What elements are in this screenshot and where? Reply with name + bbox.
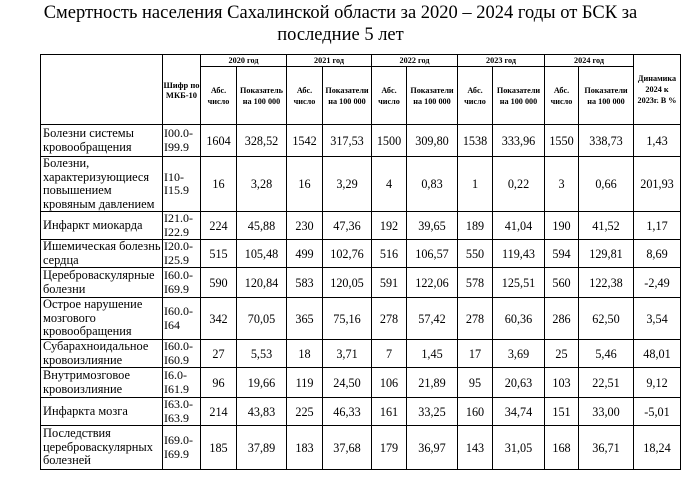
rate-value: 120,05 (323, 268, 372, 298)
table-row (41, 340, 681, 368)
rate-value: 0,66 (579, 157, 634, 212)
abs-value: 192 (372, 212, 407, 240)
rate-value: 39,65 (407, 212, 458, 240)
abs-value: 106 (372, 368, 407, 398)
rate-value: 46,33 (323, 398, 372, 426)
rate-value: 119,43 (493, 240, 545, 268)
disease-name: Цереброваскулярные болезни (41, 268, 163, 298)
title-line-1: Смертность населения Сахалинской области за 2020 – 2024 годы от БСК за (43, 3, 638, 23)
abs-value: 1500 (372, 125, 407, 157)
rate-value: 57,42 (407, 298, 458, 340)
header-rate: Показатель на 100 000 (237, 67, 287, 125)
abs-value: 278 (372, 298, 407, 340)
rate-value: 43,83 (237, 398, 287, 426)
table-row (41, 240, 681, 268)
disease-name: Болезни системы кровообращения (41, 125, 163, 157)
header-year-2021: 2021 год (287, 55, 372, 67)
header-abs: Абс. число (201, 67, 237, 125)
abs-value: 365 (287, 298, 323, 340)
abs-value: 1604 (201, 125, 237, 157)
dynamics-value: 48,01 (634, 340, 681, 368)
title-line-2: последние 5 лет (277, 25, 404, 45)
table-row (41, 426, 681, 470)
abs-value: 16 (287, 157, 323, 212)
header-rate: Показатели на 100 000 (323, 67, 372, 125)
header-rate: Показатели на 100 000 (493, 67, 545, 125)
rate-value: 1,45 (407, 340, 458, 368)
abs-value: 183 (287, 426, 323, 470)
abs-value: 96 (201, 368, 237, 398)
abs-value: 161 (372, 398, 407, 426)
abs-value: 179 (372, 426, 407, 470)
rate-value: 106,57 (407, 240, 458, 268)
rate-value: 120,84 (237, 268, 287, 298)
abs-value: 214 (201, 398, 237, 426)
disease-name: Острое нарушение мозгового кровообращения (41, 298, 163, 340)
abs-value: 4 (372, 157, 407, 212)
rate-value: 37,68 (323, 426, 372, 470)
abs-value: 103 (545, 368, 579, 398)
header-code: Шифр по МКБ-10 (163, 55, 201, 125)
table-row (41, 157, 681, 212)
table-row (41, 398, 681, 426)
rate-value: 36,71 (579, 426, 634, 470)
abs-value: 278 (458, 298, 493, 340)
disease-name: Инфаркта мозга (41, 398, 163, 426)
abs-value: 27 (201, 340, 237, 368)
rate-value: 338,73 (579, 125, 634, 157)
abs-value: 3 (545, 157, 579, 212)
rate-value: 19,66 (237, 368, 287, 398)
abs-value: 515 (201, 240, 237, 268)
disease-name: Внутримозговое кровоизлияние (41, 368, 163, 398)
abs-value: 18 (287, 340, 323, 368)
rate-value: 21,89 (407, 368, 458, 398)
icd-code: I6.0-I61.9 (163, 368, 201, 398)
abs-value: 499 (287, 240, 323, 268)
abs-value: 516 (372, 240, 407, 268)
abs-value: 25 (545, 340, 579, 368)
abs-value: 119 (287, 368, 323, 398)
rate-value: 102,76 (323, 240, 372, 268)
rate-value: 33,00 (579, 398, 634, 426)
abs-value: 160 (458, 398, 493, 426)
rate-value: 20,63 (493, 368, 545, 398)
table-row (41, 125, 681, 157)
rate-value: 75,16 (323, 298, 372, 340)
header-year-2023: 2023 год (458, 55, 545, 67)
header-abs: Абс. число (458, 67, 493, 125)
rate-value: 5,53 (237, 340, 287, 368)
abs-value: 189 (458, 212, 493, 240)
page-title (0, 2, 681, 46)
rate-value: 62,50 (579, 298, 634, 340)
rate-value: 328,52 (237, 125, 287, 157)
rate-value: 309,80 (407, 125, 458, 157)
table-row (41, 268, 681, 298)
rate-value: 45,88 (237, 212, 287, 240)
rate-value: 3,29 (323, 157, 372, 212)
icd-code: I60.0-I64 (163, 298, 201, 340)
dynamics-value: 3,54 (634, 298, 681, 340)
header-abs: Абс. число (372, 67, 407, 125)
icd-code: I00.0-I99.9 (163, 125, 201, 157)
abs-value: 1538 (458, 125, 493, 157)
header-name-cell (41, 55, 163, 125)
abs-value: 7 (372, 340, 407, 368)
abs-value: 16 (201, 157, 237, 212)
header-dynamics: Динамика 2024 к 2023г. В % (634, 55, 681, 125)
icd-code: I63.0-I63.9 (163, 398, 201, 426)
rate-value: 41,52 (579, 212, 634, 240)
rate-value: 3,69 (493, 340, 545, 368)
header-year-2020: 2020 год (201, 55, 287, 67)
table-row (41, 368, 681, 398)
disease-name: Ишемическая болезнь сердца (41, 240, 163, 268)
rate-value: 333,96 (493, 125, 545, 157)
table-row (41, 212, 681, 240)
rate-value: 0,22 (493, 157, 545, 212)
rate-value: 3,71 (323, 340, 372, 368)
header-abs: Абс. число (545, 67, 579, 125)
abs-value: 560 (545, 268, 579, 298)
abs-value: 168 (545, 426, 579, 470)
disease-name: Инфаркт миокарда (41, 212, 163, 240)
rate-value: 125,51 (493, 268, 545, 298)
icd-code: I60.0-I69.9 (163, 268, 201, 298)
rate-value: 70,05 (237, 298, 287, 340)
rate-value: 31,05 (493, 426, 545, 470)
rate-value: 3,28 (237, 157, 287, 212)
header-year-2024: 2024 год (545, 55, 634, 67)
abs-value: 594 (545, 240, 579, 268)
rate-value: 36,97 (407, 426, 458, 470)
rate-value: 0,83 (407, 157, 458, 212)
icd-code: I60.0-I60.9 (163, 340, 201, 368)
rate-value: 37,89 (237, 426, 287, 470)
abs-value: 230 (287, 212, 323, 240)
abs-value: 583 (287, 268, 323, 298)
header-rate: Показатели на 100 000 (407, 67, 458, 125)
abs-value: 578 (458, 268, 493, 298)
abs-value: 1550 (545, 125, 579, 157)
rate-value: 122,38 (579, 268, 634, 298)
rate-value: 34,74 (493, 398, 545, 426)
header-year-2022: 2022 год (372, 55, 458, 67)
abs-value: 190 (545, 212, 579, 240)
abs-value: 286 (545, 298, 579, 340)
abs-value: 143 (458, 426, 493, 470)
dynamics-value: 9,12 (634, 368, 681, 398)
dynamics-value: 1,17 (634, 212, 681, 240)
header-rate: Показатели на 100 000 (579, 67, 634, 125)
rate-value: 41,04 (493, 212, 545, 240)
dynamics-value: 201,93 (634, 157, 681, 212)
rate-value: 317,53 (323, 125, 372, 157)
header-abs: Абс. число (287, 67, 323, 125)
header-row-years (41, 55, 681, 67)
disease-name: Болезни, характеризующиеся повышением кровяным давлением (41, 157, 163, 212)
dynamics-value: -2,49 (634, 268, 681, 298)
icd-code: I10-I15.9 (163, 157, 201, 212)
dynamics-value: 18,24 (634, 426, 681, 470)
abs-value: 17 (458, 340, 493, 368)
rate-value: 47,36 (323, 212, 372, 240)
rate-value: 105,48 (237, 240, 287, 268)
dynamics-value: 1,43 (634, 125, 681, 157)
dynamics-value: 8,69 (634, 240, 681, 268)
icd-code: I69.0-I69.9 (163, 426, 201, 470)
rate-value: 60,36 (493, 298, 545, 340)
rate-value: 22,51 (579, 368, 634, 398)
table-row (41, 298, 681, 340)
abs-value: 342 (201, 298, 237, 340)
mortality-table (40, 54, 681, 470)
abs-value: 95 (458, 368, 493, 398)
dynamics-value: -5,01 (634, 398, 681, 426)
abs-value: 185 (201, 426, 237, 470)
rate-value: 5,46 (579, 340, 634, 368)
rate-value: 24,50 (323, 368, 372, 398)
abs-value: 224 (201, 212, 237, 240)
disease-name: Последствия цереброваскулярных болезней (41, 426, 163, 470)
abs-value: 591 (372, 268, 407, 298)
abs-value: 151 (545, 398, 579, 426)
icd-code: I21.0-I22.9 (163, 212, 201, 240)
rate-value: 33,25 (407, 398, 458, 426)
abs-value: 550 (458, 240, 493, 268)
rate-value: 122,06 (407, 268, 458, 298)
icd-code: I20.0-I25.9 (163, 240, 201, 268)
abs-value: 225 (287, 398, 323, 426)
abs-value: 1542 (287, 125, 323, 157)
disease-name: Субарахноидальное кровоизлияние (41, 340, 163, 368)
abs-value: 1 (458, 157, 493, 212)
rate-value: 129,81 (579, 240, 634, 268)
abs-value: 590 (201, 268, 237, 298)
